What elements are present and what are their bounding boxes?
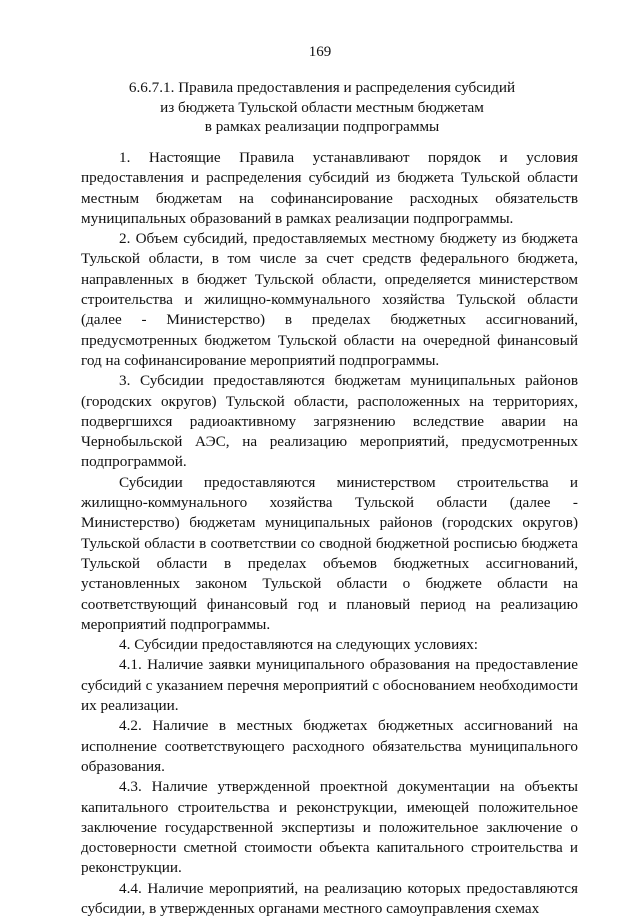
paragraph: 4.4. Наличие мероприятий, на реализацию которых предоставляются субсидии, в утвержденных органами местного самоуправления схемах [81, 879, 578, 917]
paragraph: 4.3. Наличие утвержденной проектной документации на объекты капитального строительства и реконструкции, имеющей положительное заключение государственной экспертизы и положительное заключение о достоверности сметной стоимости объекта капитального строительства и реконструкции. [81, 778, 578, 877]
paragraph: Субсидии предоставляются министерством строительства и жилищно-коммунального хозяйства Тульской области (далее - Министерство) бюджетам муниципальных районов (городских округов) Тульской области в соответствии со сводной бюджетной росписью бюджета Тульской области в пределах объемов бюджетных ассигнований, установленных законом Тульской области о бюджете области на соответствующий финансовый год и плановый период на реализацию мероприятий подпрограммы. [81, 473, 578, 633]
section-heading [60, 78, 584, 137]
paragraph: 2. Объем субсидий, предоставляемых местному бюджету из бюджета Тульской области, в том числе за счет средств федерального бюджета, направленных в бюджет Тульской области, определяется министерством строительства и жилищно-коммунального хозяйства Тульской области (далее - Министерство) в пределах бюджетных ассигнований, предусмотренных бюджетом Тульской области на очередной финансовый год на софинансирование мероприятий подпрограммы. [81, 230, 578, 369]
page-number: 169 [308, 44, 332, 60]
paragraph: 3. Субсидии предоставляются бюджетам муниципальных районов (городских округов) Тульской области, расположенных на территориях, подвергшихся радиоактивному загрязнению вследствие аварии на Чернобыльской АЭС, на реализацию мероприятий, предусмотренных подпрограммой. [81, 372, 578, 471]
heading-line: 6.6.7.1. Правила предоставления и распределения субсидий [128, 79, 516, 96]
paragraph: 4.2. Наличие в местных бюджетах бюджетных ассигнований на исполнение соответствующего расходного обязательства муниципального образования. [81, 717, 578, 775]
paragraph: 1. Настоящие Правила устанавливают порядок и условия предоставления и распределения субсидий из бюджета Тульской области местным бюджетам на софинансирование расходных обязательств муниципальных образований в рамках реализации подпрограммы. [81, 149, 578, 227]
heading-line: из бюджета Тульской области местным бюджетам [160, 98, 484, 116]
document-body [81, 148, 578, 919]
paragraph: 4. Субсидии предоставляются на следующих условиях: [119, 636, 479, 654]
heading-line: в рамках реализации подпрограммы [204, 118, 440, 135]
paragraph: 4.1. Наличие заявки муниципального образования на предоставление субсидий с указанием перечня мероприятий с обоснованием необходимости их реализации. [81, 656, 578, 715]
